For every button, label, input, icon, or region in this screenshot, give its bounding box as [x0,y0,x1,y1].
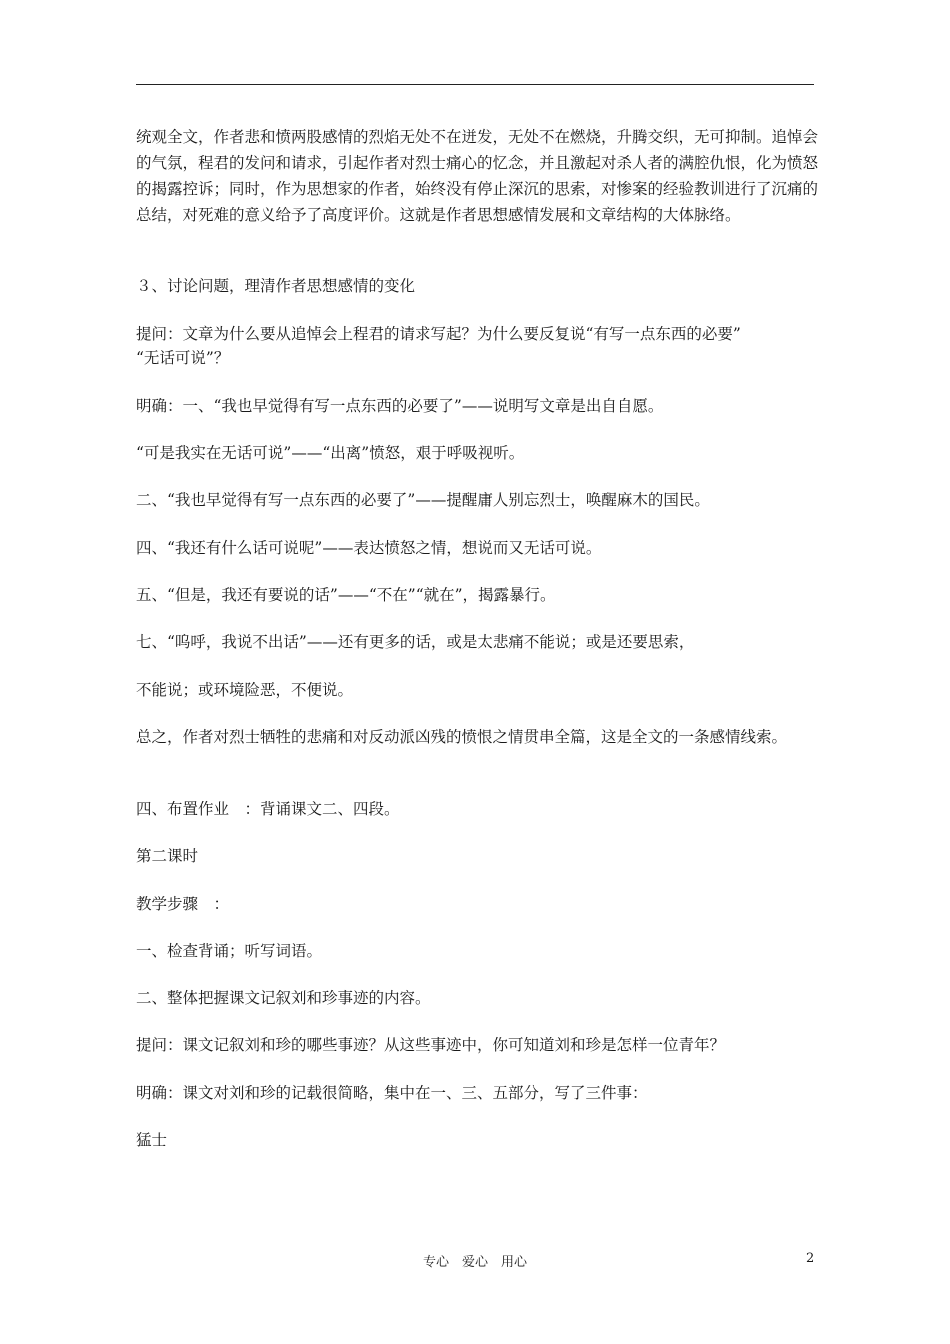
question2-line: 提问：课文记叙刘和珍的哪些事迹？从这些事迹中，你可知道刘和珍是怎样一位青年？ [136,1036,726,1054]
page-number: 2 [806,1251,815,1266]
answer-intro: 明确：一、“我也早觉得有写一点东西的必要了”——说明写文章是出自自愿。 [136,397,664,415]
answer-five: 五、“但是，我还有要说的话”——“不在”“就在”，揭露暴行。 [136,586,556,604]
lesson2-title: 第二课时 [136,847,199,865]
summary-paragraph: 总之，作者对烈士牺牲的悲痛和对反动派凶残的愤恨之情贯串全篇，这是全文的一条感情线索。 [136,728,788,746]
footer-motto: 专心 爱心 用心 [422,1255,527,1270]
question1-line2: “无话可说”？ [136,349,230,367]
step1-line: 一、检查背诵；听写词语。 [136,942,323,960]
header-rule [136,84,814,85]
question1-line1: 提问：文章为什么要从追悼会上程君的请求写起？为什么要反复说“有写一点东西的必要” [136,325,741,343]
answer-seven-line2: 不能说；或环境险恶，不便说。 [136,681,354,699]
answer-seven-line1: 七、“呜呼，我说不出话”——还有更多的话，或是太悲痛不能说；或是还要思索， [136,633,695,651]
answer2-line: 明确：课文对刘和珍的记载很简略，集中在一、三、五部分，写了三件事： [136,1084,648,1102]
intro-paragraph: 统观全文，作者悲和愤两股感情的烈焰无处不在迸发，无处不在燃烧，升腾交织，无可抑制。追悼会的气氛，程君的发问和请求，引起作者对烈士痛心的忆念，并且激起对杀人者的满腔仇恨，化为愤怒的揭露控诉；同时，作为思想家的作者，始终没有停止深沉的思索，对惨案的经验教训进行了沉痛的总结，对死难的意义给予了高度评价。这就是作者思想感情发展和文章结构的大体脉络。 [136,128,819,224]
answer-one-b: “可是我实在无话可说”——“出离”愤怒，艰于呼吸视听。 [136,444,525,462]
homework-line: 四、布置作业 ：背诵课文二、四段。 [136,800,400,818]
teaching-steps-heading: 教学步骤 ： [136,895,230,913]
answer-two: 二、“我也早觉得有写一点东西的必要了”——提醒庸人别忘烈士，唤醒麻木的国民。 [136,491,710,509]
section3-title: ３、讨论问题，理清作者思想感情的变化 [136,277,416,295]
trailing-word: 猛士 [136,1131,168,1149]
answer-four: 四、“我还有什么话可说呢”——表达愤怒之情，想说而又无话可说。 [136,539,602,557]
step2-line: 二、整体把握课文记叙刘和珍事迹的内容。 [136,989,431,1007]
